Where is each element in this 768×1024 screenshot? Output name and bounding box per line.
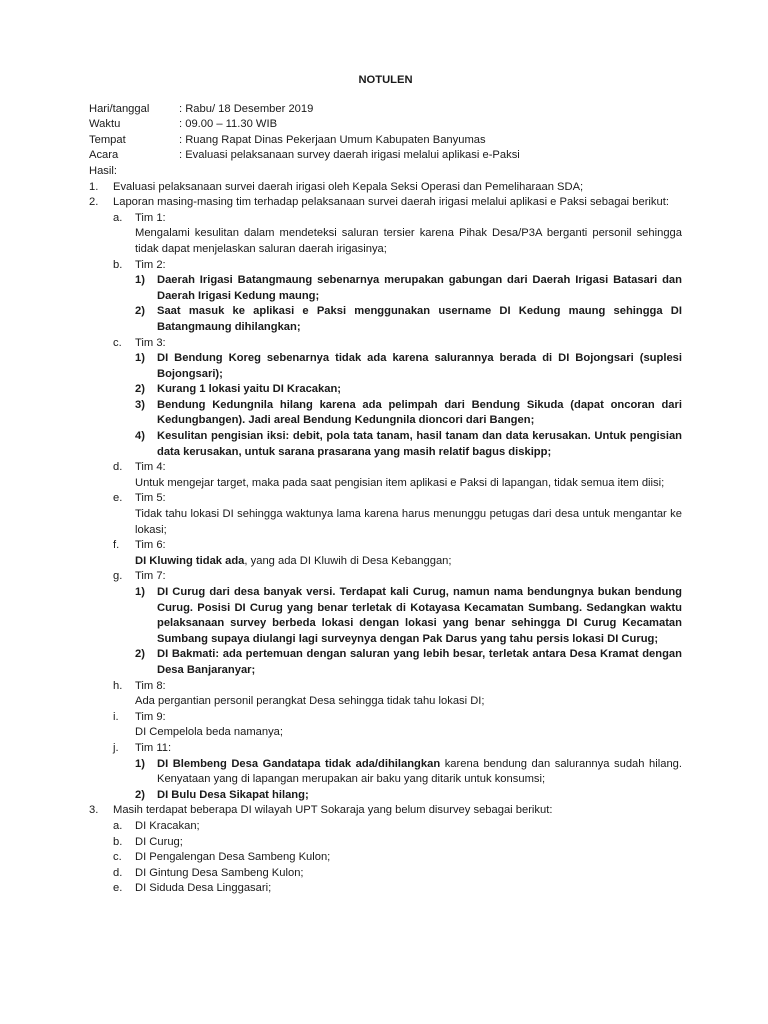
team-4-heading xyxy=(89,460,682,476)
sub-text: DI Curug dari desa banyak versi. Terdapat kali Curug, namun nama bendungnya bukan bendung Curug. Posisi DI Curug yang benar terletak di Kotayasa Kecamatan Sumbang. Sedangkan waktu pelaksanaan survey berbeda lokasi dengan lokasi yang benar sehingga DI Curug Kecamatan Sumbang supaya diulangi lagi surveynya dengan Pak Darus yang tahu persis lokasi DI Curug; xyxy=(157,586,682,645)
team-label: h. xyxy=(113,679,123,692)
team-6-body xyxy=(89,554,682,570)
team-label: g. xyxy=(113,570,123,583)
sub-text: DI Bakmati: ada pertemuan dengan saluran yang lebih besar, terletak antara Desa Kramat dengan Desa Banjaranyar; xyxy=(157,648,682,676)
list-text: DI Pengalengan Desa Sambeng Kulon; xyxy=(135,851,331,864)
meta-key: Tempat xyxy=(89,133,126,146)
meta-row-place xyxy=(89,133,682,149)
result-item-1 xyxy=(89,180,682,196)
team-11-sub-2 xyxy=(89,788,682,804)
item-number: 2. xyxy=(89,196,99,209)
team-7-sub-1 xyxy=(89,585,682,647)
list-text: DI Gintung Desa Sambeng Kulon; xyxy=(135,866,304,879)
team-name: Tim 4: xyxy=(135,461,166,474)
team-label: e. xyxy=(113,492,123,505)
sub-number: 1) xyxy=(135,352,145,365)
team-11-heading xyxy=(89,741,682,757)
team-name: Tim 6: xyxy=(135,539,166,552)
team-label: b. xyxy=(113,258,123,271)
team-1-body: Mengalami kesulitan dalam mendeteksi saluran tersier karena Pihak Desa/P3A berganti personil sehingga tidak dapat menjelaskan saluran daerah irigasinya; xyxy=(135,227,682,255)
team-8-body: Ada pergantian personil perangkat Desa sehingga tidak tahu lokasi DI; xyxy=(135,695,485,708)
result-item-3 xyxy=(89,803,682,819)
team-label: i. xyxy=(113,710,119,723)
team-3-heading xyxy=(89,336,682,352)
list-label: a. xyxy=(113,819,123,832)
team-5-heading xyxy=(89,491,682,507)
team-1-heading xyxy=(89,211,682,227)
sub-text: Kesulitan pengisian iksi: debit, pola tata tanam, hasil tanam dan data kerusakan. Untuk pengisian data kerusakan, untuk sarana prasarana yang masih relatif bagus diskipp; xyxy=(157,430,682,458)
item-text: Laporan masing-masing tim terhadap pelaksanaan survei daerah irigasi melalui aplikasi e Paksi sebagai berikut: xyxy=(113,196,669,209)
team-name: Tim 5: xyxy=(135,492,166,505)
team-2-sub-1 xyxy=(89,273,682,304)
document-title: NOTULEN xyxy=(358,74,413,86)
team-9-body: DI Cempelola beda namanya; xyxy=(135,726,284,739)
sub-number: 4) xyxy=(135,430,145,443)
sub-text: Daerah Irigasi Batangmaung sebenarnya merupakan gabungan dari Daerah Irigasi Batasari dan Daerah Irigasi Kedung maung; xyxy=(157,274,682,302)
sub-number: 2) xyxy=(135,383,145,396)
team-3-sub-3 xyxy=(89,398,682,429)
sub-text: DI Bendung Koreg sebenarnya tidak ada karena salurannya berada di DI Bojongsari (suplesi Bojongsari); xyxy=(157,352,682,380)
team-name: Tim 9: xyxy=(135,710,166,723)
sub-text: DI Bulu Desa Sikapat hilang; xyxy=(157,788,309,801)
meta-value: : Ruang Rapat Dinas Pekerjaan Umum Kabupaten Banyumas xyxy=(179,133,486,146)
unsurveyed-item xyxy=(89,881,682,897)
sub-text: Saat masuk ke aplikasi e Paksi menggunakan username DI Kedung maung sehingga DI Batangmaung dihilangkan; xyxy=(157,305,682,333)
team-3-sub-1 xyxy=(89,351,682,382)
team-name: Tim 11: xyxy=(135,741,172,754)
team-6-heading xyxy=(89,538,682,554)
team-7-heading xyxy=(89,569,682,585)
team-label: d. xyxy=(113,461,123,474)
list-text: DI Kracakan; xyxy=(135,819,200,832)
team-name: Tim 3: xyxy=(135,336,166,349)
list-label: e. xyxy=(113,882,123,895)
team-name: Tim 8: xyxy=(135,679,166,692)
list-text: DI Curug; xyxy=(135,835,183,848)
sub-number: 2) xyxy=(135,788,145,801)
sub-number: 2) xyxy=(135,305,145,318)
sub-text-rest: karena bendung dan salurannya sudah hilang. Kenyataan yang di lapangan merupakan air baku yang ditarik untuk konsumsi; xyxy=(157,757,682,786)
sub-number: 2) xyxy=(135,648,145,661)
item-number: 3. xyxy=(89,804,99,817)
team-11-sub-1 xyxy=(89,757,682,788)
meta-value: : Rabu/ 18 Desember 2019 xyxy=(179,102,314,115)
team-2-sub-2 xyxy=(89,304,682,335)
meta-value: : 09.00 – 11.30 WIB xyxy=(179,118,278,131)
hasil-label: Hasil: xyxy=(89,164,117,177)
meta-key: Hari/tanggal xyxy=(89,102,150,115)
list-label: d. xyxy=(113,866,123,879)
meta-row-time xyxy=(89,117,682,133)
team-label: a. xyxy=(113,211,123,224)
team-7-sub-2 xyxy=(89,647,682,678)
team-label: f. xyxy=(113,539,120,552)
team-8-heading xyxy=(89,679,682,695)
list-label: c. xyxy=(113,851,122,864)
list-label: b. xyxy=(113,835,123,848)
sub-text-bold: DI Blembeng Desa Gandatapa tidak ada/dihilangkan xyxy=(157,757,441,770)
sub-number: 1) xyxy=(135,757,145,770)
item-text: Masih terdapat beberapa DI wilayah UPT Sokaraja yang belum disurvey sebagai berikut: xyxy=(113,804,553,817)
team-3-sub-4 xyxy=(89,429,682,460)
sub-number: 1) xyxy=(135,586,145,598)
sub-number: 3) xyxy=(135,398,145,411)
team-6-body-bold: DI Kluwing tidak ada xyxy=(135,554,245,567)
sub-text: Kurang 1 lokasi yaitu DI Kracakan; xyxy=(157,383,342,396)
unsurveyed-item xyxy=(89,835,682,851)
team-9-heading xyxy=(89,710,682,726)
list-text: DI Siduda Desa Linggasari; xyxy=(135,882,272,895)
team-name: Tim 7: xyxy=(135,570,166,583)
team-3-sub-2 xyxy=(89,382,682,398)
item-text: Evaluasi pelaksanaan survei daerah irigasi oleh Kepala Seksi Operasi dan Pemeliharaan SDA; xyxy=(113,180,584,193)
meta-value: : Evaluasi pelaksanaan survey daerah irigasi melalui aplikasi e-Paksi xyxy=(179,149,520,162)
team-name: Tim 2: xyxy=(135,258,166,271)
team-4-body: Untuk mengejar target, maka pada saat pengisian item aplikasi e Paksi di lapangan, tidak semua item diisi; xyxy=(135,476,665,489)
meta-key: Acara xyxy=(89,149,119,162)
team-6-body-rest: , yang ada DI Kluwih di Desa Kebanggan; xyxy=(244,554,452,567)
team-5-body: Tidak tahu lokasi DI sehingga waktunya lama karena harus menunggu petugas dari desa untuk mengantar ke lokasi; xyxy=(135,508,682,536)
unsurveyed-item xyxy=(89,866,682,882)
sub-text xyxy=(157,757,682,788)
team-2-heading xyxy=(89,258,682,274)
team-label: c. xyxy=(113,336,122,349)
team-label: j. xyxy=(113,741,119,754)
sub-text: Bendung Kedungnila hilang karena ada pelimpah dari Bendung Sikuda (dapat oncoran dari Kedungbangen). Jadi areal Bendung Kedungnila dioncori dari Bangen; xyxy=(157,398,682,427)
sub-number: 1) xyxy=(135,274,145,287)
meta-row-agenda xyxy=(89,148,682,164)
team-name: Tim 1: xyxy=(135,211,166,224)
result-item-2 xyxy=(89,195,682,211)
item-number: 1. xyxy=(89,180,99,193)
unsurveyed-item xyxy=(89,819,682,835)
unsurveyed-item xyxy=(89,850,682,866)
meta-key: Waktu xyxy=(89,118,121,131)
meta-row-date xyxy=(89,102,682,118)
